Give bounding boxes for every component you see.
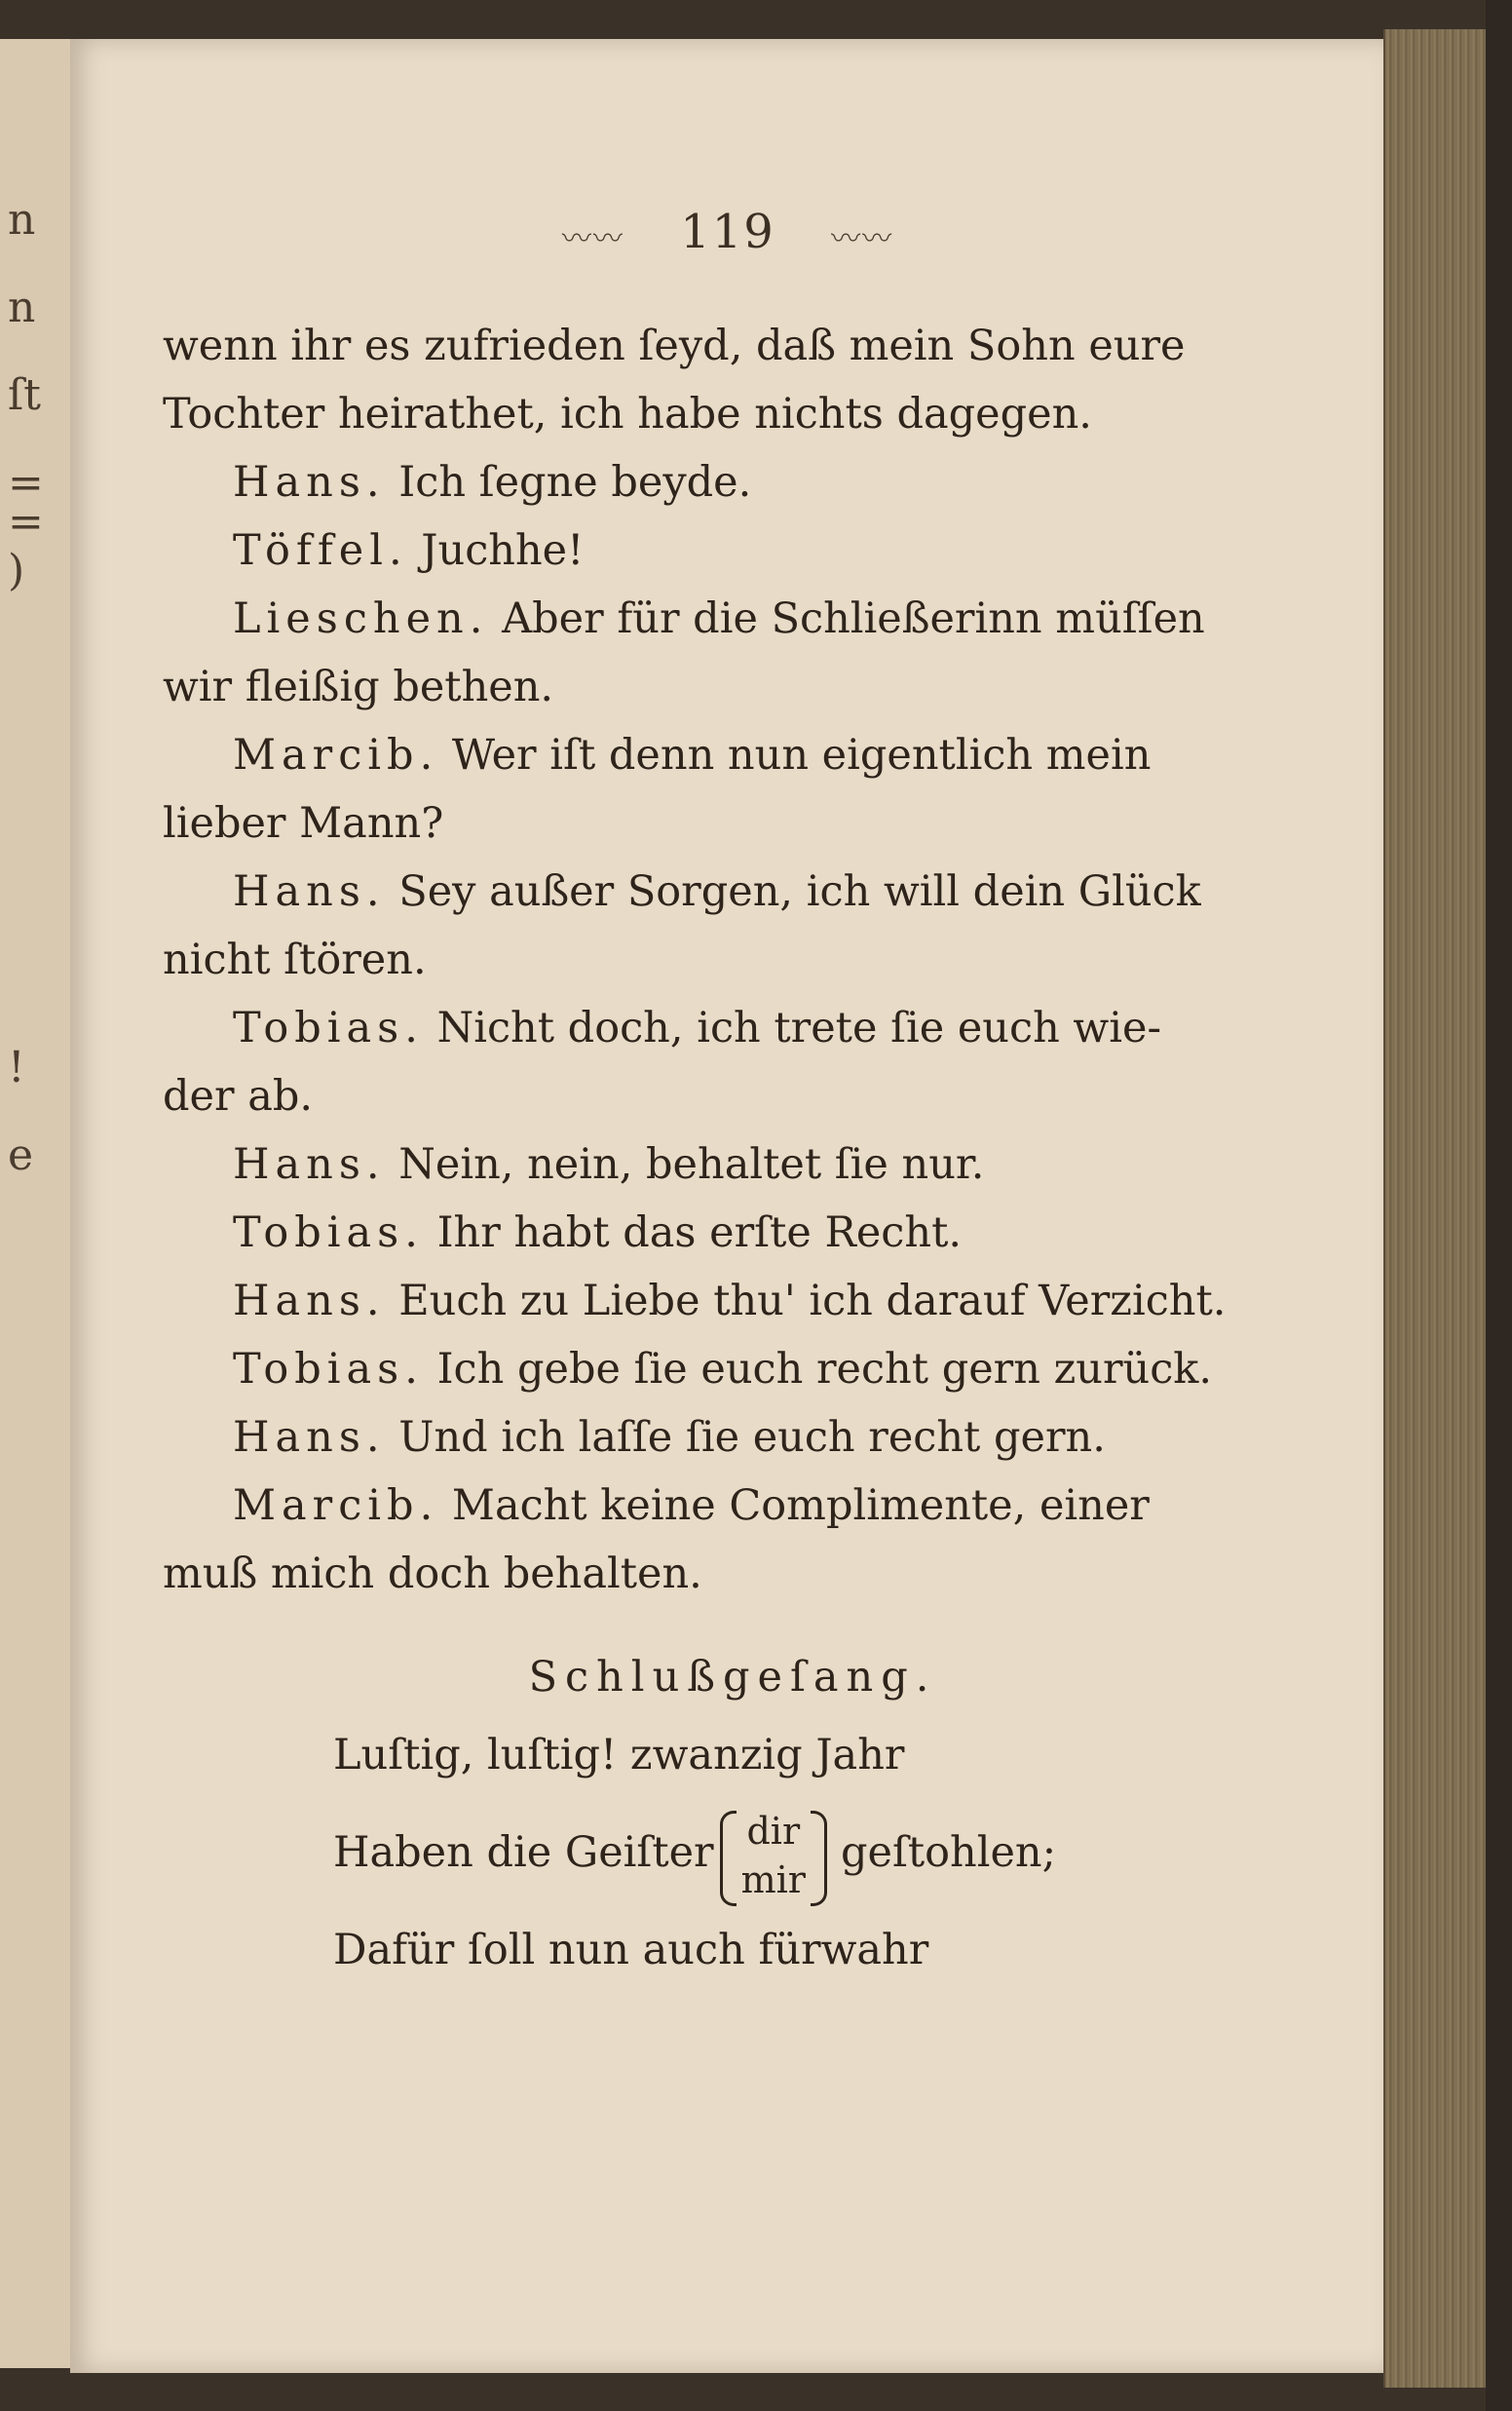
facing-page-fragment: n	[8, 283, 36, 332]
dialogue-text: Nein, nein, behaltet ſie nur.	[398, 1140, 985, 1189]
text-line	[163, 312, 1264, 380]
song-text: geſtohlen;	[840, 1828, 1057, 1877]
dialogue-line	[163, 1130, 1264, 1199]
dialogue-text: lieber Mann?	[163, 799, 444, 848]
facing-page-edge	[0, 39, 73, 2368]
speaker-name: Marcib.	[233, 731, 439, 780]
dialogue-text: Sey außer Sorgen, ich will dein Glück	[398, 867, 1201, 916]
page-edges	[1383, 29, 1493, 2388]
facing-page-fragment: e	[8, 1130, 34, 1180]
facing-page-fragment: =	[8, 458, 44, 508]
text-line	[163, 380, 1264, 448]
song-line: Luſtig, luſtig! zwanzig Jahr	[333, 1731, 905, 1780]
text-line	[163, 926, 1264, 994]
facing-page-fragment: !	[8, 1043, 25, 1092]
dialogue-text: Ihr habt das erſte Recht.	[436, 1208, 963, 1257]
dialogue-text: wenn ihr es zufrieden ſeyd, daß mein Sohn eure	[163, 322, 1186, 370]
speaker-name: Hans.	[233, 1140, 386, 1189]
text-line	[163, 1062, 1264, 1130]
dialogue-line	[163, 1267, 1264, 1335]
song-line: Dafür ſoll nun auch fürwahr	[333, 1926, 929, 1974]
dialogue-text: Macht keine Complimente, einer	[451, 1481, 1150, 1530]
speaker-name: Töffel.	[233, 526, 408, 575]
dialogue-line	[163, 1199, 1264, 1267]
speaker-name: Hans.	[233, 1277, 386, 1325]
speaker-name: Tobias.	[233, 1345, 424, 1394]
choice-option: mir	[740, 1858, 806, 1901]
dialogue-line	[163, 1335, 1264, 1403]
dialogue-text: Nicht doch, ich trete ſie euch wie-	[436, 1004, 1161, 1052]
text-line	[163, 653, 1264, 721]
dialogue-text: muß mich doch behalten.	[163, 1550, 702, 1598]
facing-page-fragment: n	[8, 195, 36, 245]
song-text: Haben die Geiſter	[333, 1828, 714, 1877]
dialogue-text: Euch zu Liebe thu' ich darauf Verzicht.	[398, 1277, 1227, 1325]
choice-option: dir	[746, 1810, 801, 1853]
facing-page-fragment: =	[8, 497, 44, 547]
brace-choice	[720, 1807, 827, 1904]
dialogue-line	[163, 858, 1264, 926]
text-line	[163, 1540, 1264, 1608]
dialogue-line	[163, 448, 1264, 517]
dialogue-line	[163, 585, 1264, 653]
facing-page-fragment: ſt	[8, 370, 41, 420]
dialogue-text: Ich gebe ſie euch recht gern zurück.	[436, 1345, 1212, 1394]
dialogue-text: Und ich laſſe ſie euch recht gern.	[398, 1413, 1106, 1462]
speaker-name: Hans.	[233, 1413, 386, 1462]
dialogue-text: Aber für die Schließerinn müſſen	[502, 594, 1205, 643]
dialogue-text: wir fleißig bethen.	[163, 663, 554, 711]
speaker-name: Hans.	[233, 867, 386, 916]
dialogue-line	[163, 1472, 1264, 1540]
dialogue-line	[163, 721, 1264, 789]
dialogue-text: der ab.	[163, 1072, 314, 1121]
text-line	[163, 789, 1264, 858]
ornament-right-icon: 〰〰	[831, 221, 894, 256]
speaker-name: Marcib.	[233, 1481, 439, 1530]
dialogue-line	[163, 994, 1264, 1062]
speaker-name: Tobias.	[233, 1208, 424, 1257]
dialogue-text: Tochter heirathet, ich habe nichts dagegen.	[163, 390, 1092, 439]
page-header	[70, 205, 1385, 259]
book-page	[70, 39, 1385, 2373]
page-body	[163, 312, 1264, 1994]
facing-page-fragment: )	[8, 546, 25, 595]
ornament-left-icon: 〰〰	[561, 221, 624, 256]
song-title: Schlußgeſang.	[528, 1653, 937, 1702]
book-cover-edge	[1486, 0, 1512, 2411]
dialogue-text: Juchhe!	[421, 526, 585, 575]
page-number: 119	[680, 205, 775, 259]
dialogue-line	[163, 517, 1264, 585]
dialogue-line	[163, 1403, 1264, 1472]
speaker-name: Tobias.	[233, 1004, 424, 1052]
dialogue-text: Wer iſt denn nun eigentlich mein	[451, 731, 1152, 780]
speaker-name: Hans.	[233, 458, 386, 507]
speaker-name: Lieschen.	[233, 594, 489, 643]
dialogue-text: Ich ſegne beyde.	[398, 458, 752, 507]
dialogue-text: nicht ſtören.	[163, 936, 427, 984]
song-line	[163, 1799, 1264, 1906]
